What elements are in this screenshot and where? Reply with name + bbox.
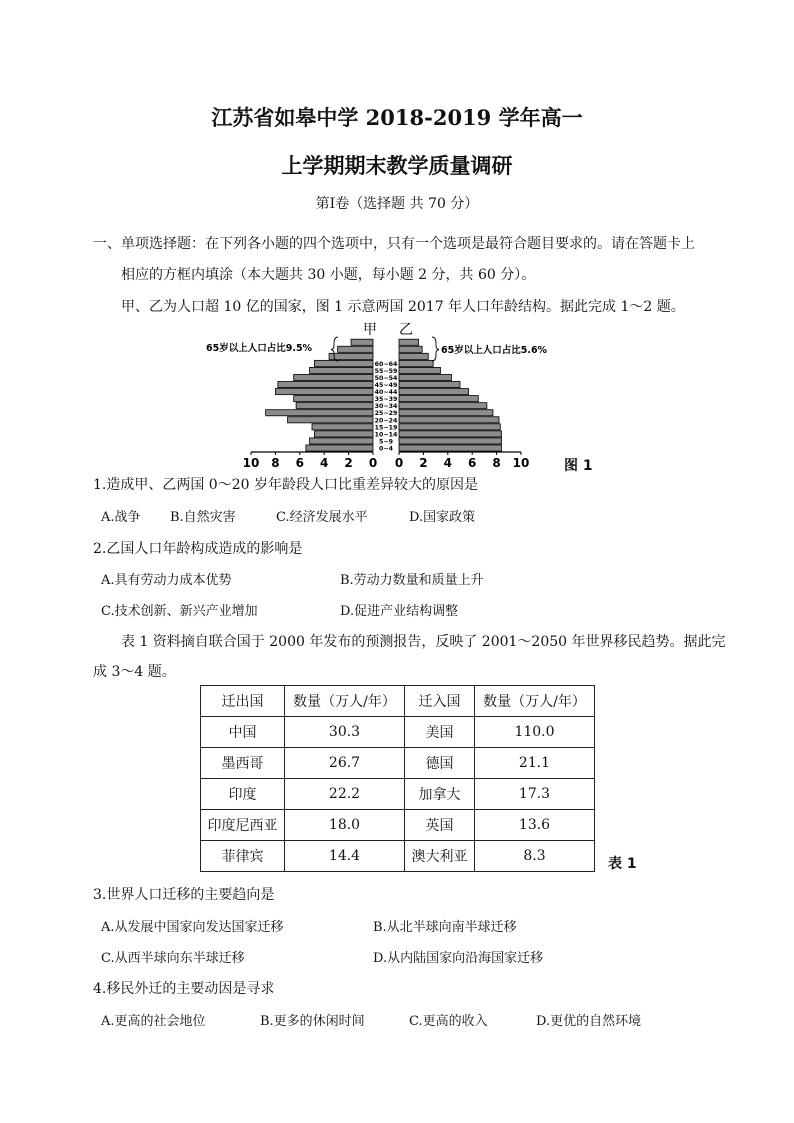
table-cell: 14.4	[285, 841, 405, 872]
bar-jia-30-34	[296, 403, 373, 409]
tick-label-left: 6	[295, 456, 304, 470]
pyramid-age-labels	[375, 361, 398, 453]
bar-yi-50-54	[399, 374, 451, 380]
table1-label: 表 1	[608, 856, 637, 872]
q1-option-b[interactable]: B.自然灾害	[170, 510, 236, 525]
table-cell: 印度尼西亚	[201, 810, 285, 841]
age-label: 60~64	[374, 360, 398, 368]
bar-yi-65+c	[399, 339, 419, 345]
q4-option-a[interactable]: A.更高的社会地位	[101, 1014, 206, 1029]
tick-label-right: 10	[512, 456, 530, 470]
age-label: 55~59	[374, 367, 398, 375]
age-label: 20~24	[374, 417, 398, 425]
bar-jia-25-29	[266, 410, 373, 416]
population-pyramid-chart	[195, 318, 605, 476]
bar-yi-20-24	[399, 417, 499, 423]
table-cell: 美国	[405, 717, 475, 748]
bar-jia-15-19	[312, 424, 373, 430]
bar-yi-40-44	[399, 389, 469, 395]
q2-stem: 2.乙国人口年龄构成造成的影响是	[93, 541, 303, 557]
instructions-line2: 相应的方框内填涂（本大题共 30 小题，每小题 2 分，共 60 分）。	[121, 267, 536, 283]
bar-jia-45-49	[278, 382, 373, 388]
table-header-cell: 迁出国	[201, 686, 285, 717]
table-cell: 26.7	[285, 748, 405, 779]
instructions-line1: 一、单项选择题：在下列各小题的四个选项中，只有一个选项是最符合题目要求的。请在答题卡上	[93, 236, 695, 252]
tick-label-right: 2	[419, 456, 428, 470]
q3-stem: 3.世界人口迁移的主要趋向是	[93, 887, 275, 903]
table-row	[201, 841, 595, 872]
age-label: 25~29	[374, 410, 398, 418]
q1-option-d[interactable]: D.国家政策	[409, 510, 476, 525]
bar-yi-30-34	[399, 403, 487, 409]
bar-yi-35-39	[399, 396, 478, 402]
table-cell: 110.0	[475, 717, 595, 748]
age-label: 50~54	[374, 374, 398, 382]
bar-yi-5-9	[399, 438, 501, 444]
table-header-cell: 数量（万人/年）	[475, 686, 595, 717]
age-label: 30~34	[374, 403, 398, 411]
tick-label-left: 10	[242, 456, 260, 470]
bar-yi-60-64	[399, 360, 433, 366]
table-cell: 德国	[405, 748, 475, 779]
age-label: 40~44	[374, 389, 398, 397]
bar-yi-65+b	[399, 346, 422, 352]
bar-jia-20-24	[288, 417, 373, 423]
q3-option-b[interactable]: B.从北半球向南半球迁移	[373, 920, 517, 935]
tick-label-right: 8	[492, 456, 501, 470]
q1-option-c[interactable]: C.经济发展水平	[276, 510, 368, 525]
bar-yi-25-29	[399, 410, 493, 416]
table-row	[201, 717, 595, 748]
age-label: 35~39	[374, 396, 398, 404]
table-header-cell: 迁入国	[405, 686, 475, 717]
age-label: 10~14	[374, 431, 398, 439]
table-cell: 30.3	[285, 717, 405, 748]
bar-jia-65+c	[351, 339, 373, 345]
table-cell: 13.6	[475, 810, 595, 841]
table-cell: 墨西哥	[201, 748, 285, 779]
exam-title-line1: 江苏省如皋中学 2018-2019 学年高一	[211, 105, 583, 130]
age-label: 15~19	[374, 424, 398, 432]
migration-table	[200, 685, 595, 872]
table-cell: 中国	[201, 717, 285, 748]
table-cell: 22.2	[285, 779, 405, 810]
table-cell: 18.0	[285, 810, 405, 841]
bar-jia-0-4	[306, 445, 373, 451]
bar-jia-55-59	[310, 367, 373, 373]
table-row	[201, 779, 595, 810]
q4-option-c[interactable]: C.更高的收入	[409, 1014, 488, 1029]
section-header: 第Ⅰ卷（选择题 共 70 分）	[315, 196, 479, 212]
bar-yi-65+a	[399, 353, 428, 359]
intro-q3-4-line2: 成 3～4 题。	[93, 664, 176, 680]
q2-option-b[interactable]: B.劳动力数量和质量上升	[340, 573, 484, 588]
table-cell: 英国	[405, 810, 475, 841]
q1-option-a[interactable]: A.战争	[101, 510, 141, 525]
q4-option-d[interactable]: D.更优的自然环境	[536, 1014, 642, 1029]
bar-jia-10-14	[314, 431, 373, 437]
tick-label-left: 4	[320, 456, 329, 470]
table-row	[201, 748, 595, 779]
q2-option-a[interactable]: A.具有劳动力成本优势	[101, 573, 232, 588]
table-row	[201, 810, 595, 841]
q2-option-d[interactable]: D.促进产业结构调整	[340, 604, 459, 619]
bar-jia-60-64	[314, 360, 373, 366]
q3-option-d[interactable]: D.从内陆国家向沿海国家迁移	[373, 951, 544, 966]
annotation-jia-65plus: 65岁以上人口占比9.5%	[206, 343, 313, 354]
table-cell: 8.3	[475, 841, 595, 872]
table-header-cell: 数量（万人/年）	[285, 686, 405, 717]
tick-label-right: 6	[468, 456, 477, 470]
pyramid-ticks	[243, 452, 530, 470]
bar-yi-15-19	[399, 424, 500, 430]
bar-jia-40-44	[275, 389, 373, 395]
annotation-yi-65plus: 65岁以上人口占比5.6%	[441, 345, 548, 356]
bar-jia-35-39	[294, 396, 373, 402]
bar-yi-45-49	[399, 382, 460, 388]
tick-label-right: 0	[394, 456, 404, 470]
exam-title-line2: 上学期期末教学质量调研	[281, 153, 513, 178]
bar-jia-50-54	[294, 374, 373, 380]
bar-jia-5-9	[310, 438, 373, 444]
q3-option-c[interactable]: C.从西半球向东半球迁移	[101, 951, 245, 966]
table-cell: 印度	[201, 779, 285, 810]
age-label: 45~49	[374, 382, 398, 389]
q1-stem: 1.造成甲、乙两国 0～20 岁年龄段人口比重差异较大的原因是	[93, 477, 478, 493]
country-label-jia: 甲	[363, 322, 377, 338]
age-label: 0~4	[378, 445, 394, 453]
bar-yi-10-14	[399, 431, 501, 437]
tick-label-left: 0	[368, 456, 378, 470]
q4-stem: 4.移民外迁的主要动因是寻求	[93, 981, 275, 997]
bar-jia-65+b	[338, 346, 373, 352]
age-label: 5~9	[378, 438, 394, 446]
q4-option-b[interactable]: B.更多的休闲时间	[260, 1014, 365, 1029]
figure1-label: 图 1	[564, 458, 593, 474]
country-label-yi: 乙	[399, 322, 413, 338]
intro-q3-4-line1: 表 1 资料摘自联合国于 2000 年发布的预测报告，反映了 2001～2050 年世界移民趋势。据此完	[121, 634, 726, 650]
table-cell: 澳大利亚	[405, 841, 475, 872]
table-cell: 菲律宾	[201, 841, 285, 872]
q3-option-a[interactable]: A.从发展中国家向发达国家迁移	[101, 920, 284, 935]
bar-yi-0-4	[399, 445, 501, 451]
table-cell: 17.3	[475, 779, 595, 810]
q2-option-c[interactable]: C.技术创新、新兴产业增加	[101, 604, 258, 619]
table-cell: 加拿大	[405, 779, 475, 810]
tick-label-right: 4	[443, 456, 452, 470]
brace-right	[432, 337, 439, 361]
intro-q1-2: 甲、乙为人口超 10 亿的国家，图 1 示意两国 2017 年人口年龄结构。据此完成 1～2 题。	[121, 299, 685, 315]
bar-yi-55-59	[399, 367, 440, 373]
table-cell: 21.1	[475, 748, 595, 779]
tick-label-left: 2	[344, 456, 353, 470]
table-header-row	[201, 686, 595, 717]
tick-label-left: 8	[271, 456, 280, 470]
bar-jia-65+a	[329, 353, 373, 359]
